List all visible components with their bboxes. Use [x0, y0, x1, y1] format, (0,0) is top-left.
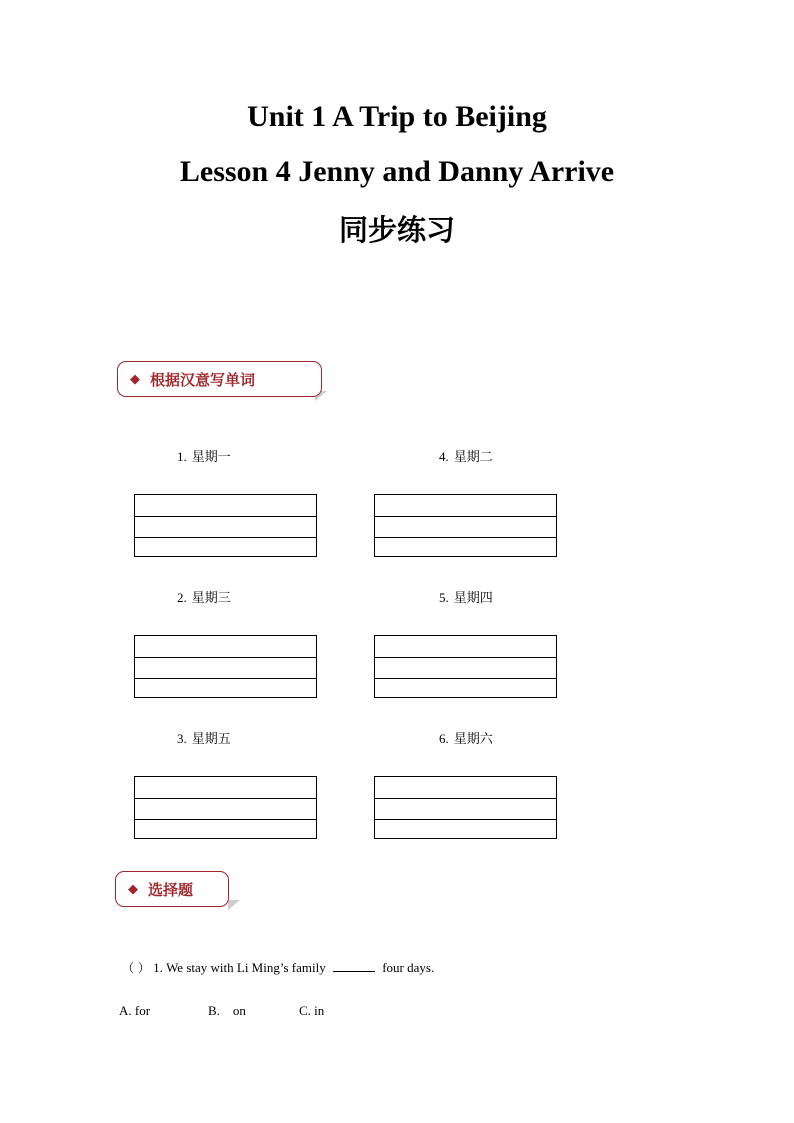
option-c[interactable]: C. in — [299, 1003, 325, 1018]
writing-lines-2[interactable] — [134, 635, 317, 698]
option-a[interactable]: A. for — [119, 1003, 151, 1018]
section-header-vocab — [117, 361, 322, 397]
writing-lines-6[interactable] — [374, 776, 557, 839]
writing-lines-5[interactable] — [374, 635, 557, 698]
item-text: 星期三 — [191, 591, 231, 606]
item-text: 星期四 — [453, 591, 493, 606]
question-stem: 1. We stay with Li Ming’s family — [153, 960, 326, 975]
title-unit: Unit 1 A Trip to Beijing — [247, 100, 547, 133]
vocab-item-6 — [439, 728, 493, 747]
section-header-choice — [115, 871, 229, 907]
option-b[interactable]: B. on — [208, 1003, 246, 1018]
writing-lines-3[interactable] — [134, 776, 317, 839]
vocab-item-1 — [177, 446, 231, 465]
section-header-shadow — [228, 900, 240, 910]
item-text: 星期一 — [191, 450, 231, 465]
question-1 — [122, 959, 434, 976]
vocab-item-5 — [439, 587, 493, 606]
answer-paren[interactable]: （ ） — [122, 961, 150, 975]
item-number: 3. — [177, 731, 187, 746]
vocab-item-3 — [177, 728, 231, 747]
writing-lines-4[interactable] — [374, 494, 557, 557]
diamond-icon: ◆ — [130, 371, 140, 387]
item-number: 5. — [439, 590, 449, 605]
section-label: 根据汉意写单词 — [150, 370, 256, 389]
item-number: 2. — [177, 590, 187, 605]
writing-lines-1[interactable] — [134, 494, 317, 557]
title-lesson: Lesson 4 Jenny and Danny Arrive — [179, 155, 615, 188]
question-stem-end: four days. — [382, 960, 435, 975]
item-text: 星期二 — [453, 450, 493, 465]
answer-blank[interactable] — [333, 959, 375, 972]
item-number: 1. — [177, 449, 187, 464]
diamond-icon: ◆ — [128, 881, 138, 897]
vocab-item-2 — [177, 587, 231, 606]
item-number: 4. — [439, 449, 449, 464]
title-subtitle: 同步练习 — [338, 213, 455, 247]
item-text: 星期六 — [453, 732, 493, 747]
section-label: 选择题 — [148, 880, 194, 899]
item-number: 6. — [439, 731, 449, 746]
vocab-item-4 — [439, 446, 493, 465]
item-text: 星期五 — [191, 732, 231, 747]
